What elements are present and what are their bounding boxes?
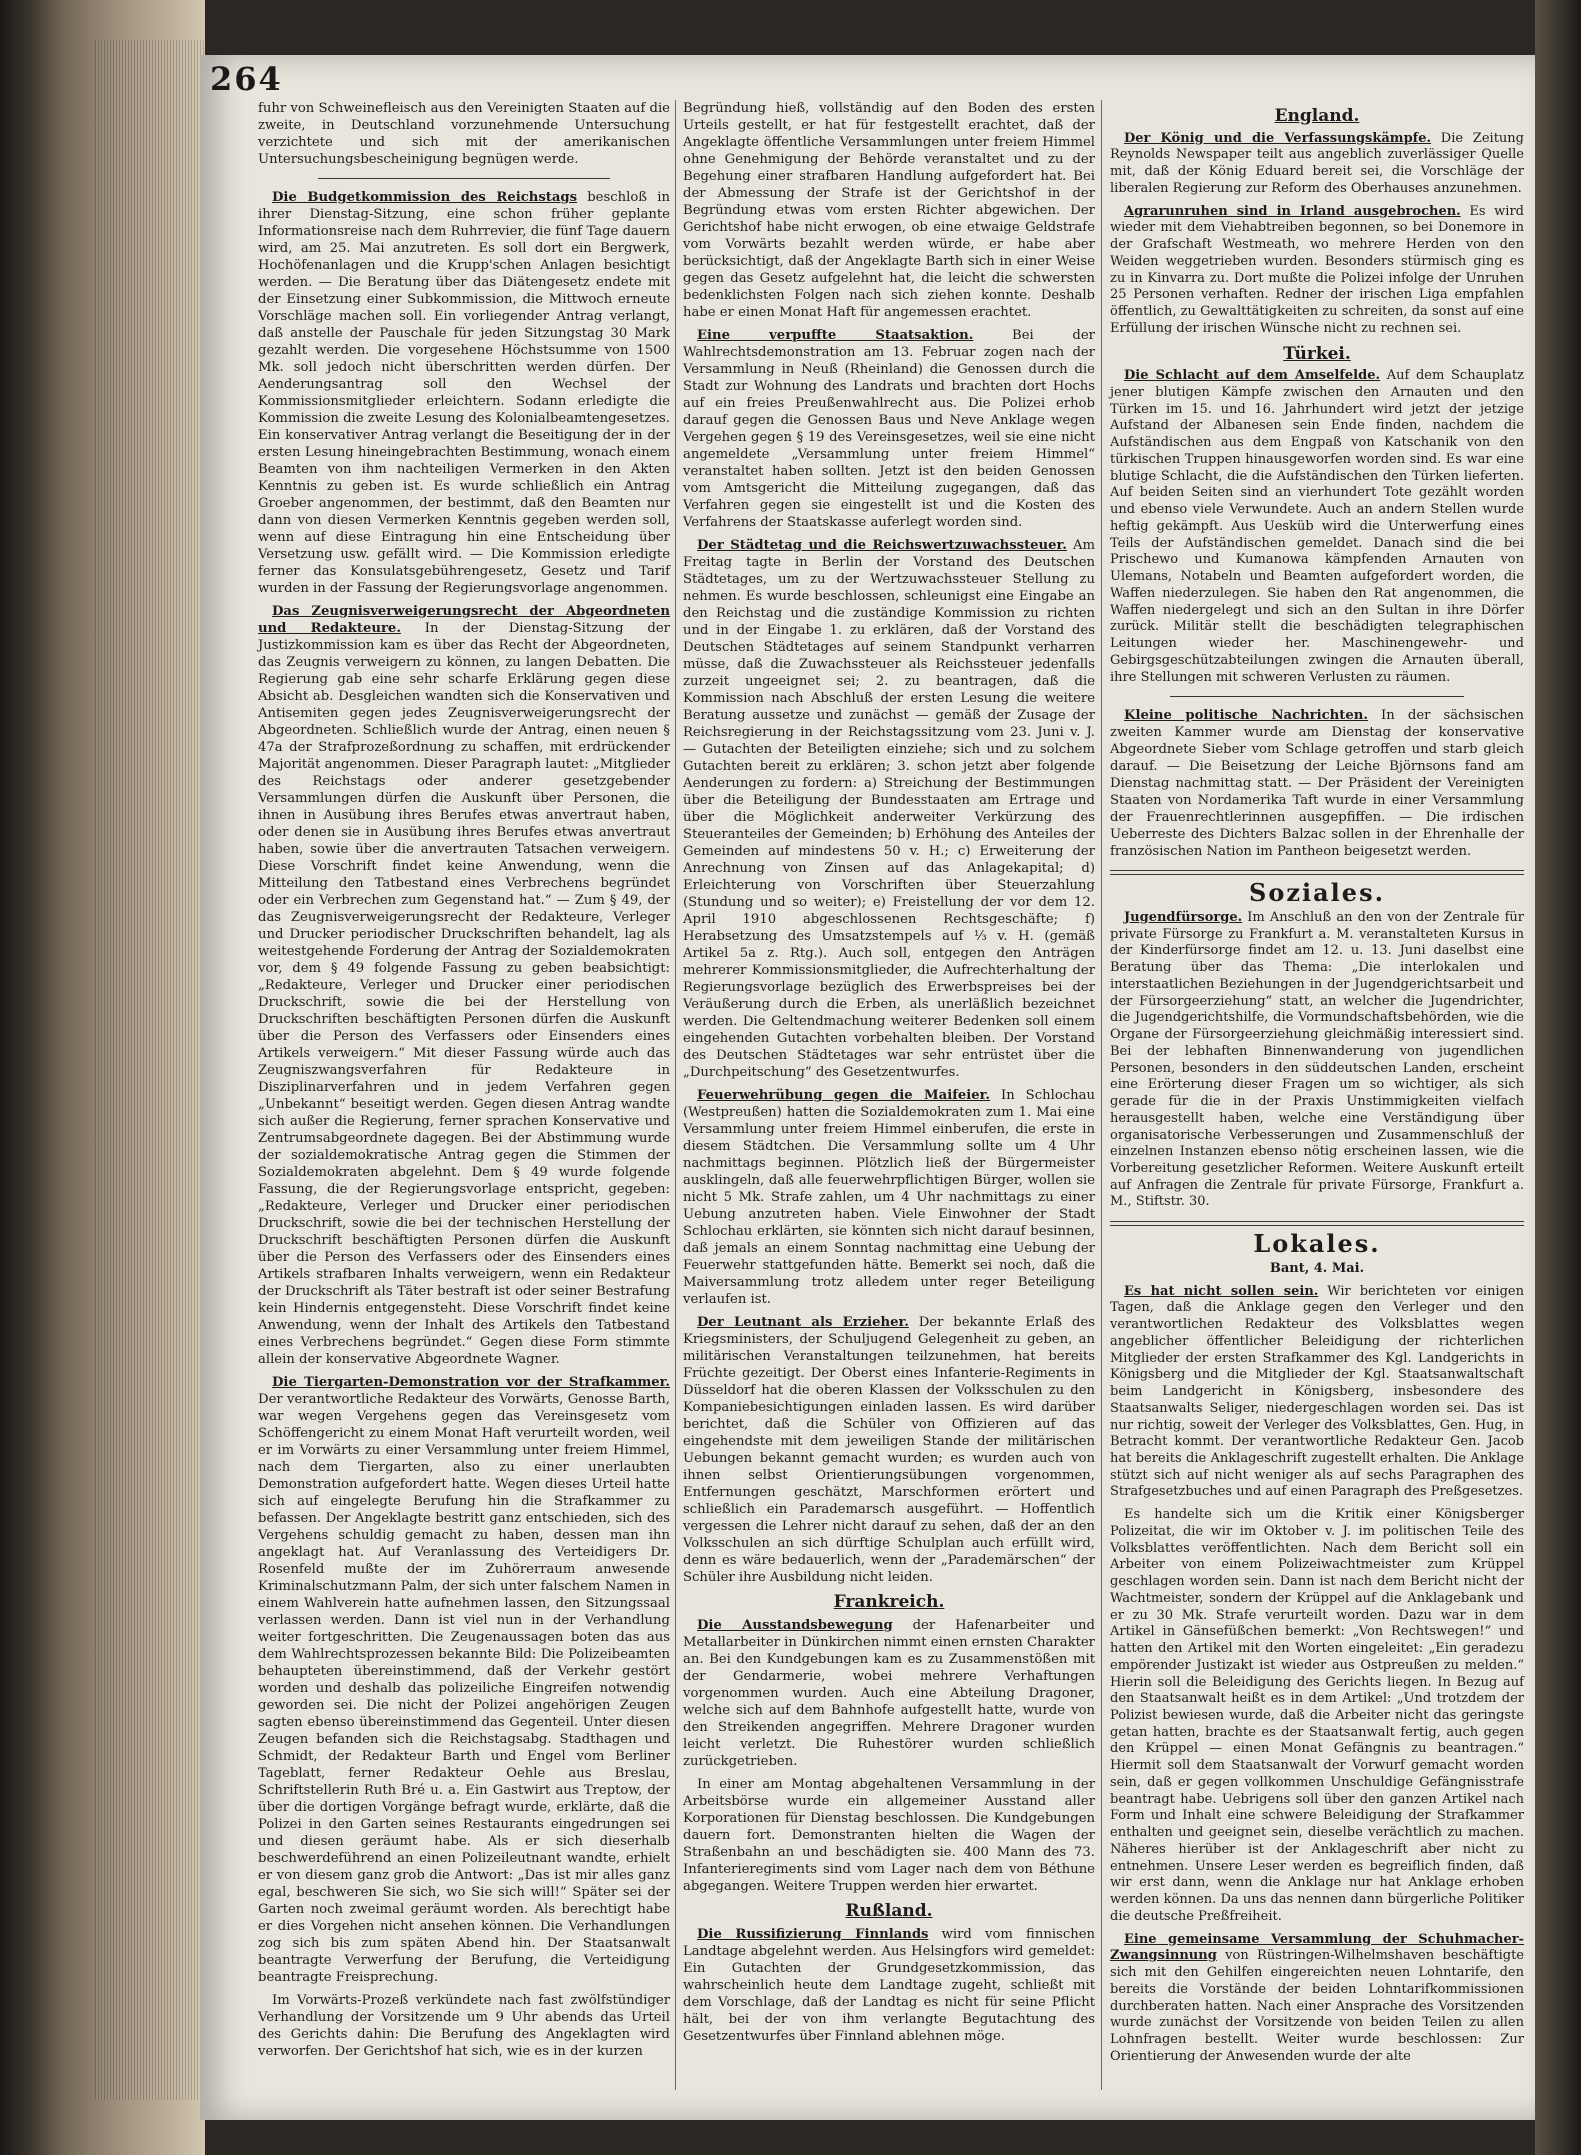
article-schuhmacher: Eine gemeinsame Versammlung der Schuhmacher-Zwangsinnung von Rüstringen-Wilhelmshaven beschäftigte sich mit den Gehilfen eingereichten neuen Lohntarife, den bereits die Vorstände der beiden Lohntarifkommissionen durchberaten hatten. Nach einer Ansprache des Vorsitzenden wurde zunächst der Vorsitzende von beiden Teilen zu allen Lohnfragen bestellt. Weiter wurde beschlossen: Zur Orientierung der Anwesenden wurde der alte	[1110, 1931, 1524, 2064]
article-irland: Agrarunruhen sind in Irland ausgebrochen. Es wird wieder mit dem Viehabtreiben begonnen, so bei Donemore in der Grafschaft Westmeath, wo mehrere Herden von den Weiden weggetrieben wurden. Besonders stürmisch ging es zu in Kinvarra zu. Dort mußte die Polizei infolge der Unruhen 25 Personen verhaften. Redner der irischen Liga empfahlen öffentlich, zu Gewalttätigkeiten zu schreiten, da sonst auf eine Erfüllung der irischen Wünsche nicht zu rechnen sei.	[1110, 203, 1524, 336]
article-zeugnisverweigerung: Das Zeugnisverweigerungsrecht der Abgeordneten und Redakteure. In der Dienstag-Sitzung der Justizkommission kam es über das Recht der Abgeordneten, das Zeugnis verweigern zu können, zu langen Debatten. Die Regierung gab eine sehr scharfe Erklärung gegen diese Absicht ab. Desgleichen wandten sich die Konservativen und Antisemiten gegen jedes Zeugnisverweigerungsrecht der Abgeordneten. Schließlich wurde der Antrag, einen neuen § 47a der Strafprozeßordnung zu schaffen, mit erdrückender Majorität angenommen. Dieser Paragraph lautet: „Mitglieder des Reichstags oder anderer gesetzgebender Versammlungen dürfen die Auskunft über Personen, die ihnen in Ausübung ihres Berufes etwas anvertraut haben, oder denen sie in Ausübung ihres Berufes etwas anvertraut haben, sowie über die anvertrauten Tatsachen verweigern. Diese Vorschrift findet keine Anwendung, wenn die Mitteilung den Tatbestand eines Verbrechens begründet oder ein Verbrechen zum Gegenstand hat.“ — Zum § 49, der das Zeugnisverweigerungsrecht der Redakteure, Verleger und Drucker periodischer Druckschriften behandelt, lag als weitestgehende Forderung der Antrag der Sozialdemokraten vor, dem § 49 folgende Fassung zu geben beabsichtigt: „Redakteure, Verleger und Drucker einer periodischen Druckschrift, sowie die bei der Herstellung von Druckschriften beschäftigten Personen dürfen die Auskunft über die Person des Verfassers oder Einsenders eines Artikels verweigern.“ Mit dieser Fassung würde auch das Zeugniszwangsverfahren für Redakteure in Disziplinarverfahren und in jedem Verfahren gegen „Unbekannt“ beseitigt werden. Gegen diesen Antrag wandte sich außer die Regierung, ferner sprachen Konservative und Zentrumsabgeordnete dagegen. Bei der Abstimmung wurde der sozialdemokratische Antrag gegen die Stimmen der Sozialdemokraten abgelehnt. Dem § 49 wurde folgende Fassung, die der Regierungsvorlage entspricht, gegeben: „Redakteure, Verleger und Drucker einer periodischen Druckschrift, sowie die bei der technischen Herstellung der Druckschrift beschäftigten Personen dürfen die Auskunft über die Person des Verfassers oder des Einsenders eines Artikels strafbaren Inhalts verweigern, wenn ein Redakteur der Druckschrift als Täter bestraft ist oder seiner Bestrafung kein Hindernis entgegensteht. Diese Vorschrift findet keine Anwendung, wenn der Inhalt des Artikels den Tatbestand eines Verbrechens begründet.“ Gegen diese Form stimmte allein der konservative Abgeordnete Wagner.	[258, 604, 670, 1367]
column-rule-1	[675, 100, 676, 2090]
article-headline: Das Zeugnisverweigerungsrecht der Abgeordneten und Redakteure.	[258, 604, 670, 636]
column-2	[683, 100, 1095, 2051]
article-headline: Es hat nicht sollen sein.	[1124, 1283, 1319, 1299]
article-headline: Der Städtetag und die Reichswertzuwachssteuer.	[697, 538, 1067, 553]
article-finnland: Die Russifizierung Finnlands wird vom finnischen Landtage abgelehnt werden. Aus Helsingfors wird gemeldet: Ein Gutachten der Grundgesetzkommission, das wahrscheinlich heute dem Landtage zugeht, schließt mit dem Vorschlage, daß der Landtag es nicht für seine Pflicht hält, bei der von ihm verlangte Begutachtung des Gesetzentwurfes über Finnland ablehnen möge.	[683, 1927, 1095, 2044]
article-headline: Feuerwehrübung gegen die Maifeier.	[697, 1088, 990, 1103]
section-heading-england: England.	[1274, 106, 1360, 126]
separator	[318, 178, 610, 179]
article-tiergarten: Die Tiergarten-Demonstration vor der Strafkammer. Der verantwortliche Redakteur des Vorwärts, Genosse Barth, war wegen Vergehens gegen das Vereinsgesetz vom Schöffengericht zu einem Monat Haft verurteilt worden, weil er im Vorwärts zu einer Versammlung unter freiem Himmel, nach dem Tiergarten, also zu einer unerlaubten Demonstration aufgefordert hatte. Wegen dieses Urteil hatte sich auf eingelegte Berufung hin die Strafkammer zu befassen. Der Angeklagte bestritt ganz entschieden, sich des Vergehens schuldig gemacht zu haben, dessen man ihn angeklagt hat. Auf Veranlassung des Verteidigers Dr. Rosenfeld mußte der im Zuhörerraum anwesende Kriminalschutzmann Palm, der sich unter falschem Namen in einem Wahlverein hatte aufnehmen lassen, den Sitzungssaal verlassen werden. Dann ist viel nun in der Verhandlung weiter fortgeschritten. Die Zeugenaussagen boten das aus dem Wahlrechtsprozessen bekannte Bild: Die Polizeibeamten behaupteten übereinstimmend, daß der Verkehr gestört worden und deshalb das polizeiliche Eingreifen notwendig geworden sei. Die nicht der Polizei angehörigen Zeugen sagten ebenso übereinstimmend das Gegenteil. Unter diesen Zeugen befanden sich die Reichstagsabg. Stadthagen und Schmidt, der Redakteur Barth und Engel vom Berliner Tageblatt, ferner Redakteur Oehle aus Breslau, Schriftstellerin Ruth Bré u. a. Ein Gastwirt aus Treptow, der über die dortigen Vorgänge befragt wurde, erklärte, daß die Polizei in den Garten seines Restaurants eingedrungen sei und diesen geräumt habe. Als er sich dieserhalb beschwerdeführend an einen Polizeileutnant wandte, erhielt er von diesem ganz grob die Antwort: „Das ist mir alles ganz egal, beschweren Sie sich, wo Sie sich will!“ Später sei der Garten noch zweimal geräumt worden. Als berechtigt habe er dies Vorgehen nicht ansehen können. Die Verhandlungen zog sich bis zum späten Abend hin. Der Staatsanwalt beantragte Verwerfung der Berufung, die Verteidigung beantragte Freisprechung.	[258, 1375, 670, 1985]
section-heading-lokales: Lokales.	[1253, 1229, 1381, 1259]
page-number: 264	[210, 60, 283, 98]
book-page-edges	[0, 0, 205, 2155]
page-leaves	[95, 40, 205, 2100]
article-headline: Die Budgetkommission des Reichstags	[272, 190, 578, 205]
right-binding-shadow	[1535, 0, 1581, 2155]
article-headline: Die Ausstandsbewegung	[697, 1618, 893, 1633]
section-heading-frankreich: Frankreich.	[833, 1592, 945, 1612]
article-budgetkommission: Die Budgetkommission des Reichstags beschloß in ihrer Dienstag-Sitzung, eine schon früher geplante Informationsreise nach dem Ruhrrevier, die fünf Tage dauern wird, am 25. Mai anzutreten. Es soll dort ein Bergwerk, Hochöfenanlagen und die Krupp'schen Anlagen besichtigt werden. — Die Beratung über das Diätengesetz endete mit der Einsetzung einer Subkommission, die Mittwoch erneute Vorschläge machen soll. Ein vorliegender Antrag verlangt, daß anstelle der Pauschale für jeden Sitzungstag 30 Mark gezahlt werden. Die vorgesehene Höchstsumme von 1500 Mk. soll jedoch nicht überschritten werden dürfen. Der Aenderungsantrag soll den Wechsel der Kommissionsmitglieder erleichtern. Sodann erledigte die Kommission die zweite Lesung des Kolonialbeamtengesetzes. Ein konservativer Antrag verlangt die Beseitigung der in der ersten Lesung hineingebrachten Bestimmung, wonach einem Beamten von ihm nachteiligen Vermerken in den Akten Kenntnis zu geben ist. Es wurde schließlich ein Antrag Groeber angenommen, der bestimmt, daß den Beamten nur dann von diesen Vermerken Kenntnis gegeben werden soll, wenn auf diese Eintragung hin eine Entscheidung über Versetzung usw. gefällt wird. — Die Kommission erledigte ferner das Konsulatsgebührengesetz, Gesetz und Tarif wurden in der Fassung der Regierungsvorlage angenommen.	[258, 190, 670, 596]
column-3	[1110, 100, 1524, 2071]
article-ausstand: Die Ausstandsbewegung der Hafenarbeiter und Metallarbeiter in Dünkirchen nimmt einen ernsten Charakter an. Bei den Kundgebungen kam es zu Zusammenstößen mit der Gendarmerie, wobei mehrere Verhaftungen vorgenommen wurden. Auch eine Abteilung Dragoner, welche sich auf dem Bahnhofe aufgestellt hatte, wurde von den Streikenden angegriffen. Mehrere Dragoner wurden leicht verletzt. Die Ruhestörer wurden schließlich zurückgetrieben.	[683, 1618, 1095, 1769]
section-heading-russland: Rußland.	[845, 1901, 933, 1921]
article-amselfeld: Die Schlacht auf dem Amselfelde. Auf dem Schauplatz jener blutigen Kämpfe zwischen den Arnauten und den Türken im 15. und 16. Jahrhundert wird jetzt der jetzige Aufstand der Albanesen sein Ende finden, nachdem die Aufständischen aus dem Engpaß von Katschanik von den türkischen Truppen hinausgeworfen worden sind. Es war eine blutige Schlacht, die die Aufständischen den Türken lieferten. Auf beiden Seiten sind an vierhundert Tote gezählt worden und ebenso viele Verwundete. Auch an andern Stellen wurde heftig gekämpft. Aus Uesküb wird die Unterwerfung eines Teils der Aufständischen gemeldet. Danach sind die bei Prischewo und Kumanowa kämpfenden Arnauten von Ulemans, Notabeln und Beamten aufgefordert worden, die Waffen niederzulegen. Sie haben den Rat angenommen, die Waffen niedergelegt und sich an den Sultan in ihre Dörfer zurück. Militär stellt die beschädigten telegraphischen Leitungen wieder her. Maschinengewehr- und Gebirgsgeschützabteilungen zwingen die Arnauten überall, ihre Stellungen mit schweren Verlusten zu räumen.	[1110, 368, 1525, 685]
column-rule-2	[1101, 100, 1102, 2090]
article-paragraph: Im Vorwärts-Prozeß verkündete nach fast zwölfstündiger Verhandlung der Vorsitzende um 9 Uhr abends das Urteil des Gerichts dahin: Die Berufung des Angeklagten wird verworfen. Der Gerichtshof hat sich, wie es in der kurzen	[258, 1993, 670, 2059]
article-paragraph: Es handelte sich um die Kritik einer Königsberger Polizeitat, die wir im Oktober v. J. im politischen Teile des Volksblattes veröffentlichten. Nach dem Bericht soll ein Arbeiter von einem Polizeiwachtmeister zum Krüppel geschlagen worden sein. Dann ist nach dem Bericht nicht der Wachtmeister, sondern der Krüppel auf die Anklagebank und er zu 30 Mk. Strafe verurteilt worden. Dazu war in dem Artikel in Gänsefüßchen bemerkt: „Von Rechtswegen!“ und hatten den Artikel mit den Worten eingeleitet: „Ein geradezu empörender Justizakt ist wieder aus Ostpreußen zu melden.“ Hierin soll die Beleidigung des Gerichts liegen. In Bezug auf den Staatsanwalt heißt es in dem Artikel: „Und trotzdem der Polizist bewiesen wurde, daß die Arbeiter nicht das geringste getan hatten, brachte es der Staatsanwalt fertig, auch gegen den Krüppel — einen Monat Gefängnis zu beantragen.“ Hiermit soll dem Staatsanwalt der Vorwurf gemacht worden sein, daß er gegen vollkommen Unschuldige Gefängnisstrafe beantragt habe. Uebrigens soll über den ganzen Artikel nach Form und Inhalt eine schwere Beleidigung der Strafkammer enthalten und geeignet sein, dieselbe verächtlich zu machen. Näheres hierüber ist der Anklageschrift aber nicht zu entnehmen. Unsere Leser werden es begreiflich finden, daß wir erst dann, wenn die Anklage nur hat Anklage erhoben werden können. Da uns das nennen dann bürgerliche Politiker die deutsche Preßfreiheit.	[1110, 1507, 1524, 1924]
article-feuerwehr: Feuerwehrübung gegen die Maifeier. In Schlochau (Westpreußen) hatten die Sozialdemokraten zum 1. Mai eine Versammlung unter freiem Himmel einberufen, die erste in diesem Städtchen. Die Versammlung sollte um 4 Uhr nachmittags beginnen. Plötzlich ließ der Bürgermeister ausklingeln, daß alle feuerwehrpflichtigen Bürger, wollen sie nicht 5 Mk. Strafe zahlen, um 4 Uhr nachmittags zu einer Uebung anzutreten haben. Viele Einwohner der Stadt Schlochau erklärten, sie könnten sich nicht darauf besinnen, daß jemals an einem Sonntag nachmittag eine Uebung der Feuerwehr stattgefunden hätte. Bemerkt sei noch, daß die Maiversammlung trotz alledem unter reger Beteiligung verlaufen ist.	[683, 1088, 1095, 1307]
article-paragraph: In einer am Montag abgehaltenen Versammlung in der Arbeitsbörse wurde ein allgemeiner Ausstand aller Korporationen für Dienstag beschlossen. Die Kundgebungen dauern fort. Demonstranten hielten die Wagen der Straßenbahn an und beschädigten sie. 400 Mann des 73. Infanterieregiments sind vom Lager nach dem von Béthune abgegangen. Weitere Truppen werden hier erwartet.	[683, 1777, 1095, 1894]
article-headline: Die Schlacht auf dem Amselfelde.	[1124, 368, 1380, 384]
article-headline: Der König und die Verfassungskämpfe.	[1124, 130, 1432, 146]
article-paragraph: fuhr von Schweinefleisch aus den Vereinigten Staaten auf die zweite, in Deutschland vorzunehmende Untersuchung verzichtete und sich mit der amerikanischen Untersuchungsbescheinigung begnügen werde.	[258, 101, 670, 167]
article-headline: Jugendfürsorge.	[1124, 909, 1243, 925]
article-headline: Agrarunruhen sind in Irland ausgebrochen.	[1124, 203, 1461, 219]
article-kleine-nachrichten: Kleine politische Nachrichten. In der sächsischen zweiten Kammer wurde am Dienstag der konservative Abgeordnete Sieber vom Schlage getroffen und starb gleich darauf. — Die Beisetzung der Leiche Björnsons fand am Dienstag nachmittag statt. — Der Präsident der Vereinigten Staaten von Nordamerika Taft wurde in einer Versammlung der Frauenrechtlerinnen ausgepfiffen. — Die irdischen Ueberreste des Dichters Balzac sollen in der Ehrenhalle der französischen Nation im Pantheon beigesetzt werden.	[1110, 708, 1524, 860]
section-heading-soziales: Soziales.	[1249, 878, 1385, 908]
section-separator	[1110, 1221, 1524, 1226]
section-heading-tuerkei: Türkei.	[1283, 343, 1351, 364]
article-leutnant: Der Leutnant als Erzieher. Der bekannte Erlaß des Kriegsministers, der Schuljugend Gelegenheit zu geben, an militärischen Veranstaltungen teilzunehmen, hat bereits Früchte gezeitigt. Der Oberst eines Infanterie-Regiments in Düsseldorf hat die oberen Klassen der Volksschulen zu den Kompaniebesichtigungen einladen lassen. Es wird darüber berichtet, daß die Schüler von Offizieren auf das eingehendste mit dem jeweiligen Stande der militärischen Uebungen bekannt gemacht wurden; es wurden auch von ihnen selbst Orientierungsübungen vorgenommen, Entfernungen geschätzt, Marschformen erörtert und schließlich ein Parademarsch ausgeführt. — Hoffentlich vergessen die Lehrer nicht darauf zu sehen, daß der an den Volksschulen an sich dürftige Schulplan auch erfüllt wird, denn es wäre bedauerlich, wenn der „Parademärschen“ der Schüler ihre Ausbildung nicht leiden.	[683, 1315, 1095, 1585]
article-staatsaktion: Eine verpuffte Staatsaktion. Bei der Wahlrechtsdemonstration am 13. Februar zogen nach der Versammlung in Neuß (Rheinland) die Genossen durch die Stadt zur Wohnung des Landrats und brachten dort Hochs auf ein freies Preußenwahlrecht aus. Die Polizei erhob darauf gegen die Genossen Baus und Neve Anklage wegen Vergehen gegen § 19 des Vereinsgesetzes, weil sie eine nicht angemeldete „Versammlung unter freiem Himmel“ veranstaltet haben sollten. Jetzt ist den beiden Genossen vom Amtsgericht die Mitteilung zugegangen, daß das Verfahren gegen sie eingestellt ist und die Kosten des Verfahrens der Staatskasse auferlegt worden sind.	[683, 328, 1095, 530]
article-nicht-sollen-sein: Es hat nicht sollen sein. Wir berichteten vor einigen Tagen, daß die Anklage gegen den Verleger und den verantwortlichen Redakteur des Volksblattes wegen angeblicher öffentlicher Beleidigung der richterlichen Mitglieder der ersten Strafkammer des Kgl. Landgerichts in Königsberg und die Mitglieder der Kgl. Staatsanwaltschaft beim Landgericht in Königsberg, insbesondere des Staatsanwalts Seliger, niedergeschlagen worden sei. Das ist nur richtig, soweit der Verleger des Volksblattes, Gen. Hug, in Betracht kommt. Der verantwortliche Redakteur Gen. Jacob hat bereits die Anklageschrift zugestellt erhalten. Die Anklage stützt sich auf nicht weniger als auf sechs Paragraphen des Strafgesetzbuches und auf einen Paragraph des Preßgesetzes.	[1110, 1283, 1524, 1500]
article-headline: Kleine politische Nachrichten.	[1124, 708, 1368, 724]
separator	[1170, 696, 1464, 697]
dateline: Bant, 4. Mai.	[1269, 1260, 1365, 1276]
article-headline: Der Leutnant als Erzieher.	[697, 1315, 909, 1330]
article-koenig: Der König und die Verfassungskämpfe. Die Zeitung Reynolds Newspaper teilt aus angeblich zuverlässiger Quelle mit, daß der König Eduard bereit sei, die Vorschläge der liberalen Regierung zur Reform des Oberhauses anzunehmen.	[1110, 130, 1524, 196]
column-1	[258, 100, 670, 2066]
article-jugendfuersorge: Jugendfürsorge. Im Anschluß an den von der Zentrale für private Fürsorge zu Frankfurt a. M. veranstalteten Kursus in der Kinderfürsorge findet am 12. u. 13. Juni daselbst eine Beratung über das Thema: „Die interlokalen und interstaatlichen Beziehungen in der Jugendgerichtsarbeit und der Fürsorgeerziehung“ statt, an welcher die Jugendrichter, die Jugendgerichtshilfe, die Vormundschaftsbehörden, wie die Organe der Fürsorgeerziehung gleichmäßig interessiert sind. Bei der lebhaften Binnenwanderung von jugendlichen Personen, besonders in den süddeutschen Landen, erscheint eine Erörterung dieser Fragen um so wichtiger, als sich gerade für die in der Praxis Unstimmigkeiten vielfach herausgestellt haben, welche eine Verständigung über organisatorische Verbesserungen und Zusammenschluß der einzelnen Instanzen ebenso nötig erscheinen lassen, wie die Vorbereitung gesetzlicher Reformen. Weitere Auskunft erteilt auf Anfragen die Zentrale für private Fürsorge, Frankfurt a. M., Stiftstr. 30.	[1110, 909, 1524, 1210]
article-headline: Die Russifizierung Finnlands	[697, 1927, 929, 1942]
article-headline: Eine gemeinsame Versammlung der Schuhmacher-Zwangsinnung	[1110, 1931, 1524, 1964]
section-separator	[1110, 870, 1524, 875]
article-paragraph: Begründung hieß, vollständig auf den Boden des ersten Urteils gestellt, er hat für festgestellt erachtet, daß der Angeklagte öffentliche Versammlungen unter freiem Himmel ohne Genehmigung der Behörde veranstaltet und zu der Begehung einer strafbaren Handlung aufgefordert hat. Bei der Abmessung der Strafe ist der Gerichtshof in der Begründung etwas vom ersten Richter abgewichen. Der Gerichtshof habe nicht erwogen, ob eine etwaige Geldstrafe vom Vorwärts bezahlt werden würde, er habe aber berücksichtigt, daß der Angeklagte Barth sich in einer Weise gegen das Gesetz aufgelehnt hat, die leicht die schwersten bedenklichsten Folgen nach sich ziehen konnte. Deshalb habe er einen Monat Haft für angemessen erachtet.	[683, 101, 1095, 320]
article-headline: Die Tiergarten-Demonstration vor der Strafkammer.	[272, 1375, 670, 1390]
article-staedtetag: Der Städtetag und die Reichswertzuwachssteuer. Am Freitag tagte in Berlin der Vorstand des Deutschen Städtetages, um zu der Wertzuwachssteuer Stellung zu nehmen. Es wurde beschlossen, schleunigst eine Eingabe an den Reichstag und die zuständige Kommission zu richten und in der Eingabe 1. zu erklären, daß der Vorstand des Deutschen Städtetages auf seinem Standpunkt verharren müsse, daß die Zuwachssteuer als Reichssteuer jedenfalls zurzeit ungeeignet sei; 2. zu beantragen, daß die Kommission nach Abschluß der ersten Lesung die weitere Beratung aussetze und zunächst — gemäß der Zusage der Reichsregierung in der Reichstagssitzung vom 23. Juni v. J. — Gutachten der Beteiligten einziehe; sich und zu solchem Gutachten bereit zu erklären; 3. schon jetzt aber folgende Aenderungen zu fordern: a) Streichung der Bestimmungen über die Beteiligung der Bundesstaaten am Ertrage und über die Möglichkeit anderweiter Verkürzung des Steueranteiles der Gemeinden; b) Erhöhung des Anteiles der Gemeinden auf mindestens 50 v. H.; c) Erweiterung der Anrechnung von Zinsen auf das Anlagekapital; d) Erleichterung von Vorschriften über Steuerzahlung (Stundung und so weiter); e) Freistellung der vor dem 12. April 1910 abgeschlossenen Rechtsgeschäfte; f) Herabsetzung des Umsatzstempels auf ⅓ v. H. (gemäß Artikel 5a z. Rtg.). Auch soll, entgegen den Anträgen mehrerer Kommissionsmitglieder, die Aufrechterhaltung der Regierungsvorlage bezüglich des Erwerbspreises bei der Veräußerung durch die Erben, als unerläßlich bezeichnet werden. Die Geltendmachung weiterer Bedenken soll einem eingehenden Gutachten vorbehalten bleiben. Der Vorstand des Deutschen Städtetages war sehr entrüstet über die „Durchpeitschung“ des Gesetzentwurfes.	[683, 538, 1095, 1080]
article-headline: Eine verpuffte Staatsaktion.	[697, 328, 974, 343]
